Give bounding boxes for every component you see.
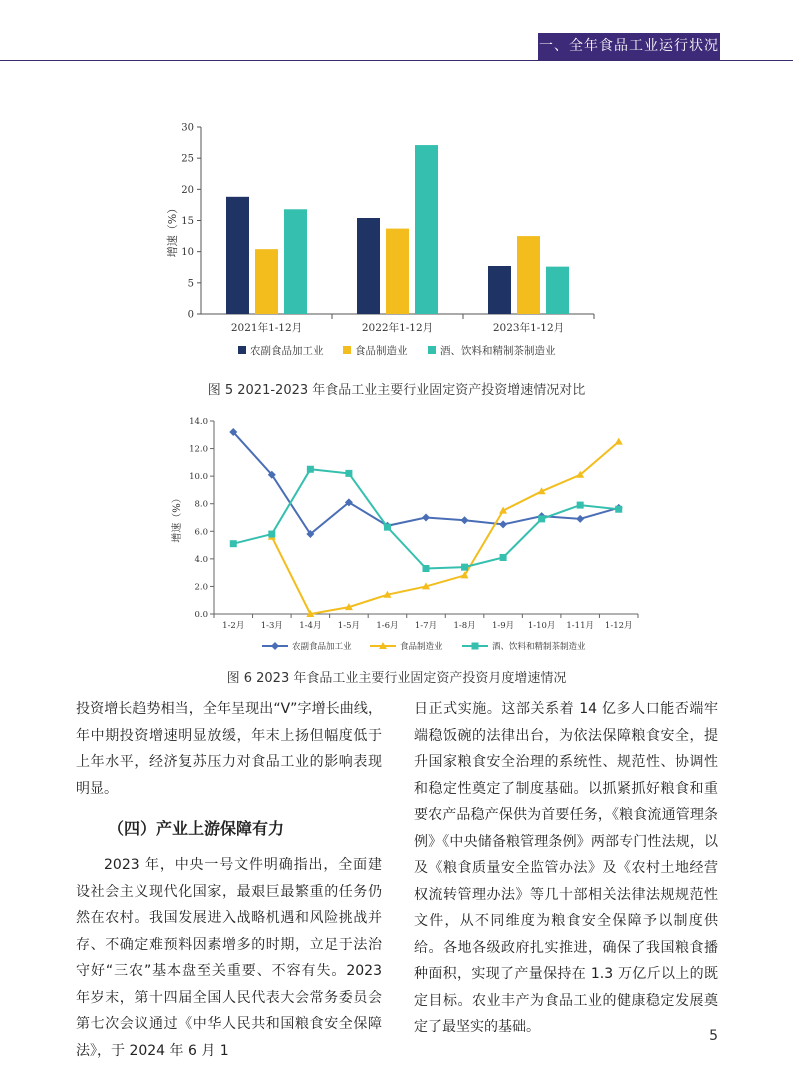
x-tick-label: 1-2月 bbox=[222, 621, 245, 631]
y-tick-label: 30 bbox=[181, 122, 194, 134]
header-rule bbox=[0, 60, 793, 61]
bar bbox=[517, 236, 540, 314]
y-tick-label: 2.0 bbox=[194, 582, 208, 593]
y-tick-label: 10.0 bbox=[189, 472, 208, 483]
data-point bbox=[423, 565, 430, 572]
series-line bbox=[272, 442, 619, 614]
x-tick-label: 2022年1-12月 bbox=[361, 322, 434, 334]
x-tick-label: 1-7月 bbox=[414, 621, 438, 631]
data-point bbox=[538, 515, 545, 522]
legend-swatch bbox=[428, 346, 436, 354]
page-number: 5 bbox=[709, 1028, 718, 1044]
y-tick-label: 15 bbox=[181, 216, 194, 227]
y-tick-label: 0 bbox=[187, 309, 194, 321]
x-tick-label: 1-11月 bbox=[566, 621, 594, 631]
right-column bbox=[414, 696, 718, 1041]
x-tick-label: 2021年1-12月 bbox=[230, 322, 303, 334]
y-tick-label: 14.0 bbox=[189, 417, 208, 427]
data-point bbox=[499, 520, 507, 528]
data-point bbox=[577, 502, 584, 509]
data-point bbox=[230, 540, 237, 547]
left-column bbox=[76, 696, 382, 1064]
y-tick-label: 25 bbox=[181, 153, 194, 165]
y-tick-label: 4.0 bbox=[194, 554, 208, 565]
data-point bbox=[615, 438, 623, 445]
y-axis-label: 增速（%） bbox=[172, 493, 183, 543]
data-point bbox=[461, 564, 468, 571]
bar bbox=[226, 197, 249, 314]
y-tick-label: 5 bbox=[187, 278, 194, 290]
x-tick-label: 1-6月 bbox=[376, 621, 399, 631]
figure-5-bar-chart bbox=[0, 110, 793, 372]
figure-5-caption: 图 5 2021-2023 年食品工业主要行业固定资产投资增速情况对比 bbox=[207, 383, 586, 398]
x-tick-label: 1-4月 bbox=[299, 621, 322, 631]
bar bbox=[546, 267, 569, 314]
legend-label: 食品制造业 bbox=[400, 642, 443, 652]
data-point bbox=[461, 516, 469, 524]
bar bbox=[284, 209, 307, 314]
data-point bbox=[271, 642, 279, 650]
section-heading: （四）产业上游保障有力 bbox=[108, 819, 285, 838]
data-point bbox=[472, 643, 479, 650]
data-point bbox=[615, 506, 622, 513]
y-tick-label: 8.0 bbox=[194, 499, 208, 510]
bar bbox=[488, 266, 511, 314]
x-tick-label: 1-8月 bbox=[453, 621, 476, 631]
x-tick-label: 1-5月 bbox=[337, 621, 361, 631]
x-tick-label: 1-12月 bbox=[604, 621, 633, 631]
x-tick-label: 1-3月 bbox=[260, 621, 283, 631]
y-tick-label: 0.0 bbox=[194, 610, 208, 620]
data-point bbox=[345, 470, 352, 477]
y-axis-label: 增速（%） bbox=[166, 202, 179, 258]
bar bbox=[415, 145, 438, 314]
bar bbox=[357, 218, 380, 314]
x-tick-label: 2023年1-12月 bbox=[492, 322, 565, 334]
legend-label: 农副食品加工业 bbox=[250, 345, 324, 357]
figure-6-line-chart bbox=[0, 410, 793, 660]
y-tick-label: 10 bbox=[181, 247, 194, 259]
y-tick-label: 12.0 bbox=[189, 444, 208, 455]
legend-label: 食品制造业 bbox=[355, 345, 408, 357]
data-point bbox=[422, 514, 430, 522]
paragraph: 日正式实施。这部关系着 14 亿多人口能否端牢端稳饭碗的法律出台，为依法保障粮食安全，提升国家粮食安全治理的系统性、规范性、协调性和稳定性奠定了制度基础。以抓紧抓好粮食和重要农产品稳产保供为首要任务，《粮食流通管理条例》《中央储备粮管理条例》两部专门性法规，以及《粮食质量安全监管办法》及《农村土地经营权流转管理办法》等几十部相关法律法规规范性文件，从不同维度为粮食安全保障予以制度供给。各地各级政府扎实推进，确保了我国粮食播种面积，实现了产量保持在 1.3 万亿斤以上的既定目标。农业丰产为食品工业的健康稳定发展奠定了最坚实的基础。 bbox=[414, 701, 718, 1035]
x-tick-label: 1-10月 bbox=[527, 621, 556, 631]
paragraph: 2023 年，中央一号文件明确指出，全面建设社会主义现代化国家，最艰巨最繁重的任务仍然在农村。我国发展进入战略机遇和风险挑战并存、不确定难预料因素增多的时期，立足于法治守好“三农”基本盘至关重要、不容有失。2023 年岁末，第十四届全国人民代表大会常务委员会第七次会议通过《中华人民共和国粮食安全保障法》，于 2024 年 6 月 1 bbox=[76, 857, 382, 1059]
bar bbox=[255, 249, 278, 314]
data-point bbox=[268, 531, 275, 538]
legend-swatch bbox=[238, 346, 246, 354]
bar bbox=[386, 229, 409, 314]
data-point bbox=[576, 515, 584, 523]
legend-swatch bbox=[343, 346, 351, 354]
x-tick-label: 1-9月 bbox=[491, 621, 515, 631]
legend-label: 农副食品加工业 bbox=[292, 642, 352, 652]
data-point bbox=[307, 466, 314, 473]
legend-label: 酒、饮料和精制茶制造业 bbox=[492, 642, 586, 652]
y-tick-label: 6.0 bbox=[194, 527, 208, 538]
data-point bbox=[500, 554, 507, 561]
paragraph: 投资增长趋势相当，全年呈现出“V”字增长曲线，年中期投资增速明显放缓，年末上扬但幅度低于上年水平，经济复苏压力对食品工业的影响表现明显。 bbox=[76, 701, 382, 797]
legend-label: 酒、饮料和精制茶制造业 bbox=[440, 345, 556, 357]
data-point bbox=[384, 524, 391, 531]
section-header-tab: 一、全年食品工业运行状况 bbox=[538, 33, 720, 60]
figure-6-caption: 图 6 2023 年食品工业主要行业固定资产投资月度增速情况 bbox=[226, 671, 567, 686]
y-tick-label: 20 bbox=[181, 184, 194, 196]
